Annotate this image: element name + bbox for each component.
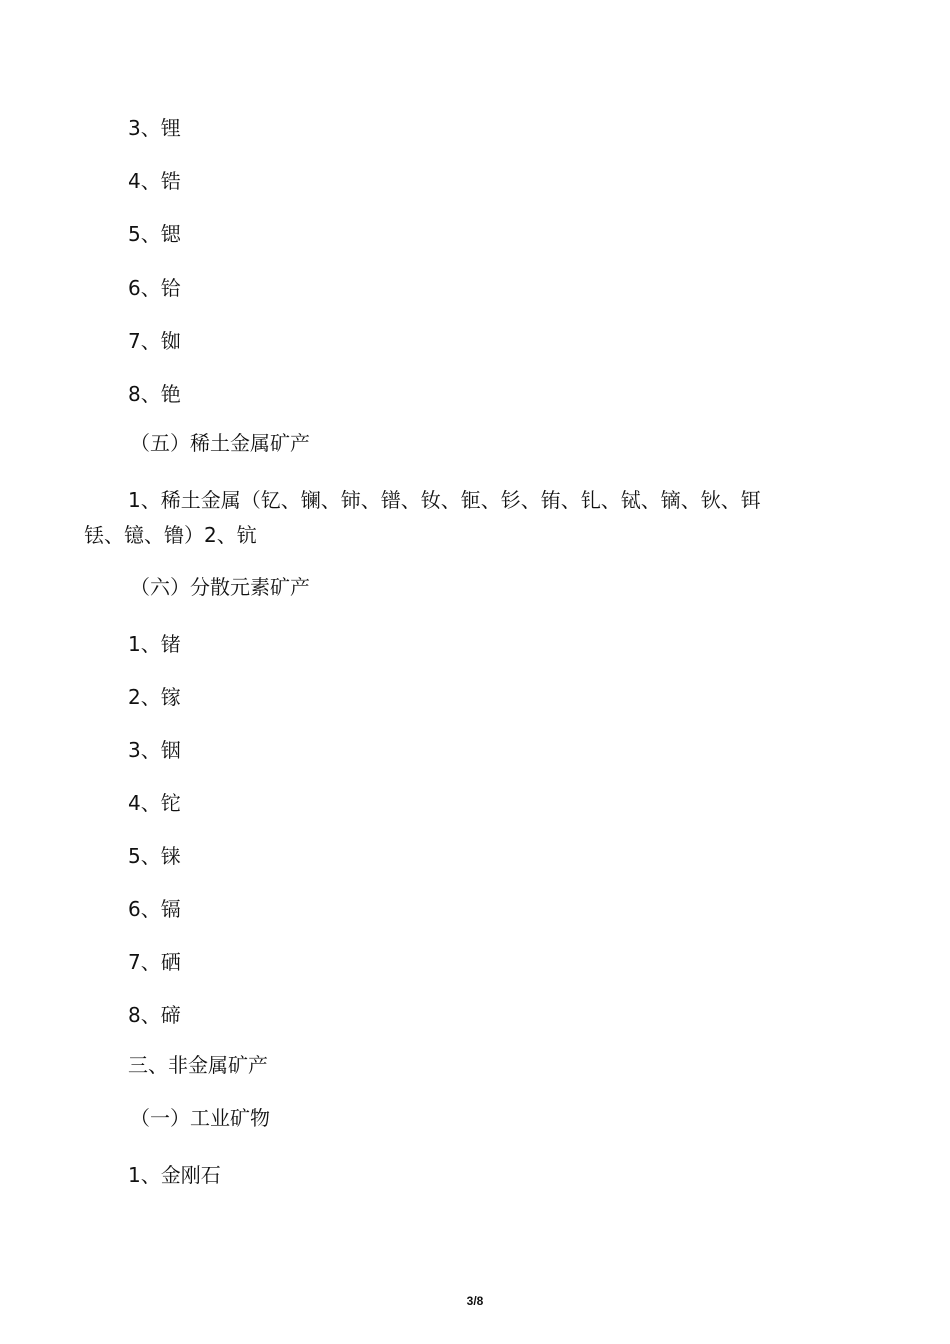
list-item-selenium: 7、硒: [128, 950, 181, 974]
list-item-rubidium: 7、铷: [128, 329, 181, 353]
list-item-strontium: 5、锶: [128, 222, 181, 246]
list-item-cesium: 8、铯: [128, 382, 181, 406]
paragraph-rare-earth-line-1: 1、稀土金属（钇、镧、铈、镨、钕、钷、钐、铕、钆、铽、镝、钬、铒: [128, 488, 761, 512]
list-item-lithium: 3、锂: [128, 116, 181, 140]
list-item-rhenium: 5、铼: [128, 844, 181, 868]
list-item-zirconium: 4、锆: [128, 169, 181, 193]
list-item-cadmium: 6、镉: [128, 897, 181, 921]
list-item-germanium: 1、锗: [128, 632, 181, 656]
section-heading-rare-earth: （五）稀土金属矿产: [130, 431, 310, 455]
list-item-thallium: 4、铊: [128, 791, 181, 815]
list-item-diamond: 1、金刚石: [128, 1163, 221, 1187]
section-heading-dispersed-elements: （六）分散元素矿产: [130, 575, 310, 599]
list-item-gallium: 2、镓: [128, 685, 181, 709]
section-heading-industrial-minerals: （一）工业矿物: [130, 1106, 270, 1130]
paragraph-rare-earth-line-2: 铥、镱、镥）2、钪: [84, 523, 257, 547]
list-item-tellurium: 8、碲: [128, 1003, 181, 1027]
page-number: 3/8: [466, 1294, 484, 1308]
list-item-hafnium: 6、铪: [128, 276, 181, 300]
list-item-indium: 3、铟: [128, 738, 181, 762]
section-heading-nonmetal: 三、非金属矿产: [128, 1053, 268, 1077]
